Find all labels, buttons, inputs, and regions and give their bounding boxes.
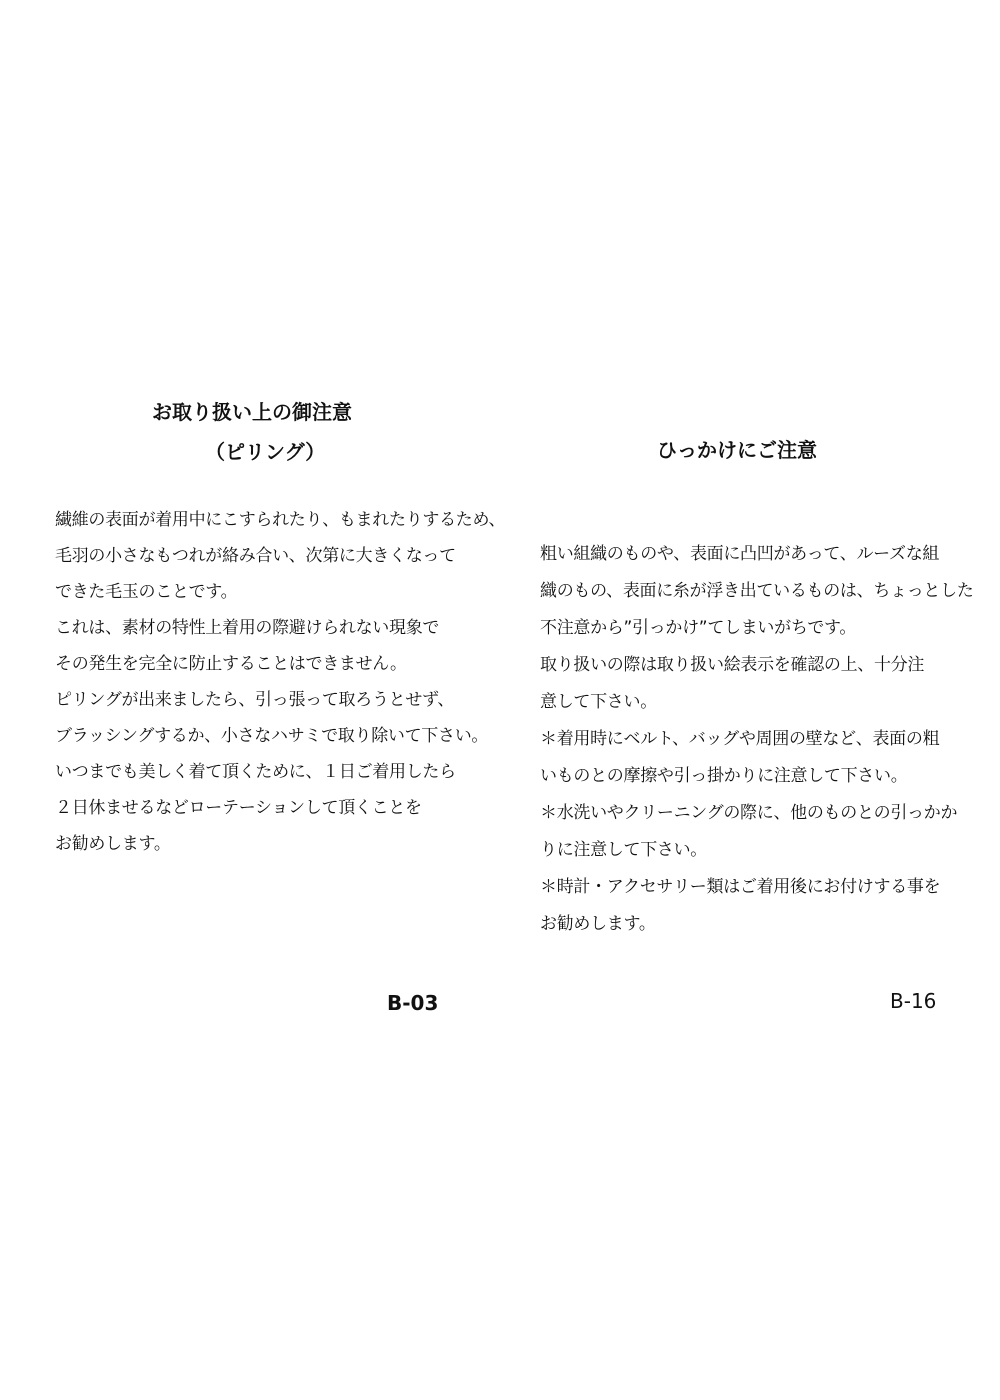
pilling-text-line: ピリングが出来ましたら、引っ張って取ろうとせず、 [55, 690, 455, 710]
snag-text-line: 織のもの、表面に糸が浮き出ているものは、ちょっとした [540, 581, 974, 601]
pilling-text-line: できた毛玉のことです。 [55, 582, 238, 602]
snag-text-line: 意して下さい。 [540, 692, 657, 712]
pilling-text-line: これは、素材の特性上着用の際避けられない現象で [55, 618, 440, 638]
pilling-text-line: いつまでも美しく着て頂くために、１日ご着用したら [55, 762, 456, 782]
snag-text-line: いものとの摩擦や引っ掛かりに注意して下さい。 [540, 766, 908, 786]
pilling-text-line: その発生を完全に防止することはできません。 [55, 654, 407, 674]
snag-text-line: ＊水洗いやクリーニングの際に、他のものとの引っかか [540, 803, 958, 823]
pilling-text-line: ２日休ませるなどローテーションして頂くことを [55, 798, 422, 818]
snag-title: ひっかけにご注意 [657, 438, 817, 462]
pilling-subtitle: （ピリング） [205, 440, 326, 464]
snag-text-line: 取り扱いの際は取り扱い絵表示を確認の上、十分注 [540, 655, 925, 675]
snag-text-line: 不注意から”引っかけ”てしまいがちです。 [540, 618, 857, 638]
pilling-code: B-03 [387, 991, 439, 1015]
snag-text-line: りに注意して下さい。 [540, 840, 707, 860]
pilling-text-line: 繊維の表面が着用中にこすられたり、もまれたりするため、 [55, 510, 506, 530]
pilling-text-line: 毛羽の小さなもつれが絡み合い、次第に大きくなって [55, 546, 456, 566]
snag-text-line: ＊時計・アクセサリー類はご着用後にお付けする事を [540, 877, 941, 897]
snag-code: B-16 [890, 989, 937, 1013]
pilling-text-line: ブラッシングするか、小さなハサミで取り除いて下さい。 [55, 726, 489, 746]
pilling-title: お取り扱い上の御注意 [152, 400, 352, 424]
snag-text-line: 粗い組織のものや、表面に凸凹があって、ルーズな組 [540, 544, 940, 564]
snag-text-line: お勧めします。 [540, 914, 656, 934]
pilling-text-line: お勧めします。 [55, 834, 171, 854]
snag-text-line: ＊着用時にベルト、バッグや周囲の壁など、表面の粗 [540, 729, 940, 749]
